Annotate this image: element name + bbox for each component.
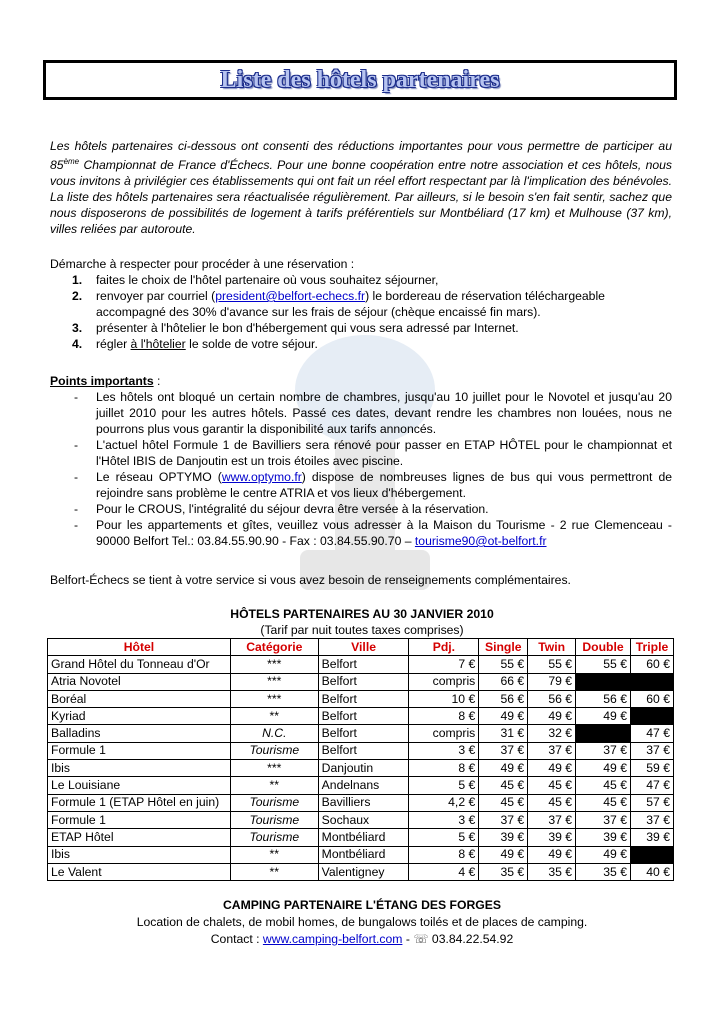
table-cell: Ibis — [48, 846, 231, 863]
table-cell: Belfort — [318, 708, 409, 725]
step-number: 1. — [72, 273, 83, 287]
table-cell: ETAP Hôtel — [48, 829, 231, 846]
important-points — [50, 373, 672, 549]
table-cell: 3 € — [409, 811, 479, 828]
camping-website-link[interactable]: www.camping-belfort.com — [262, 932, 403, 946]
tourisme-email-link[interactable]: tourisme90@ot-belfort.fr — [414, 534, 547, 548]
step-number: 4. — [72, 337, 83, 351]
camping-heading: CAMPING PARTENAIRE L'ÉTANG DES FORGES — [222, 898, 502, 912]
table-cell: 55 € — [528, 656, 576, 673]
table-cell: 37 € — [576, 811, 631, 828]
table-cell: 49 € — [576, 846, 631, 863]
table-cell: 45 € — [576, 794, 631, 811]
table-row — [48, 794, 674, 811]
table-row — [48, 829, 674, 846]
table-cell: 35 € — [479, 863, 528, 880]
table-row — [48, 673, 674, 690]
table-cell: Le Louisiane — [48, 777, 231, 794]
camping-section — [0, 897, 724, 948]
table-cell: Belfort — [318, 690, 409, 707]
table-cell: Tourisme — [230, 829, 318, 846]
table-cell: 56 € — [528, 690, 576, 707]
table-cell: 56 € — [479, 690, 528, 707]
contact-separator: - — [402, 932, 414, 946]
table-cell: 8 € — [409, 760, 479, 777]
column-header: Ville — [318, 639, 409, 656]
table-cell: Danjoutin — [318, 760, 409, 777]
table-cell: 49 € — [576, 760, 631, 777]
table-cell: 45 € — [528, 777, 576, 794]
table-cell: 59 € — [630, 760, 673, 777]
table-cell: Tourisme — [230, 742, 318, 759]
bullet-dash: - — [74, 518, 79, 532]
table-cell: Grand Hôtel du Tonneau d'Or — [48, 656, 231, 673]
steps-heading: Démarche à respecter pour procéder à une réservation : — [50, 257, 355, 271]
table-cell: 56 € — [576, 690, 631, 707]
step-item — [50, 336, 672, 352]
point-text: Le réseau OPTYMO ( — [96, 470, 222, 484]
table-cell: Montbéliard — [318, 846, 409, 863]
step-emphasis: à l'hôtelier — [130, 337, 186, 351]
table-cell: 35 € — [528, 863, 576, 880]
table-cell: 39 € — [630, 829, 673, 846]
table-row — [48, 863, 674, 880]
table-cell: 55 € — [576, 656, 631, 673]
column-header: Twin — [528, 639, 576, 656]
table-cell: Tourisme — [230, 811, 318, 828]
table-cell: Le Valent — [48, 863, 231, 880]
step-item — [50, 272, 672, 288]
camping-description: Location de chalets, de mobil homes, de bungalows toilés et de places de camping. — [136, 915, 588, 929]
table-cell: ** — [230, 863, 318, 880]
table-row — [48, 760, 674, 777]
camping-contact — [0, 931, 724, 948]
table-cell: 37 € — [479, 742, 528, 759]
table-cell — [630, 846, 673, 863]
point-text: L'actuel hôtel Formule 1 de Bavilliers sera rénové pour passer en ETAP HÔTEL pour le championnat et l'Hôtel IBIS de Danjoutin est un trois étoiles avec piscine. — [96, 438, 672, 468]
step-text: renvoyer par courriel ( — [96, 289, 216, 303]
step-item — [50, 288, 672, 320]
reservation-steps — [50, 256, 672, 352]
point-text: Les hôtels ont bloqué un certain nombre de chambres, jusqu'au 10 juillet pour le Novotel et jusqu'au 20 juillet 2010 pour les autres hôtels. Passé ces dates, devant rendre les chambres non louées, nous ne pourrons plus vous garantir la disponibilité aux tarifs annoncés. — [96, 390, 672, 436]
table-cell: Valentigney — [318, 863, 409, 880]
point-item — [50, 517, 672, 549]
table-cell: 55 € — [479, 656, 528, 673]
page-title: Liste des hôtels partenaires — [220, 67, 500, 93]
intro-text-start: Les hôtels partenaires ci-dessous ont consenti des réductions importantes pour vous permettre de participer au 85 — [50, 139, 672, 173]
contact-label: Contact : — [210, 932, 263, 946]
bullet-dash: - — [74, 470, 79, 484]
table-cell: 39 € — [479, 829, 528, 846]
table-cell: 45 € — [576, 777, 631, 794]
table-cell: compris — [409, 673, 479, 690]
table-cell: Formule 1 — [48, 811, 231, 828]
column-header: Triple — [630, 639, 673, 656]
column-header: Hôtel — [48, 639, 231, 656]
table-cell: 49 € — [479, 760, 528, 777]
step-text: régler — [96, 337, 131, 351]
table-cell: 49 € — [479, 846, 528, 863]
table-cell: Kyriad — [48, 708, 231, 725]
table-cell — [576, 725, 631, 742]
table-row — [48, 742, 674, 759]
table-row — [48, 811, 674, 828]
table-cell: 37 € — [528, 742, 576, 759]
table-row — [48, 846, 674, 863]
table-row — [48, 690, 674, 707]
table-cell: Belfort — [318, 725, 409, 742]
intro-paragraph — [50, 138, 672, 237]
table-cell: Ibis — [48, 760, 231, 777]
phone-icon: ☏ — [413, 932, 429, 946]
table-cell: Tourisme — [230, 794, 318, 811]
table-cell: 60 € — [630, 656, 673, 673]
table-cell: 49 € — [528, 760, 576, 777]
table-cell: 5 € — [409, 829, 479, 846]
table-cell: 31 € — [479, 725, 528, 742]
table-cell: Montbéliard — [318, 829, 409, 846]
table-cell: 4,2 € — [409, 794, 479, 811]
table-cell: ** — [230, 846, 318, 863]
table-cell: 32 € — [528, 725, 576, 742]
table-cell: 45 € — [528, 794, 576, 811]
table-cell: 47 € — [630, 777, 673, 794]
table-subtitle: (Tarif par nuit toutes taxes comprises) — [260, 623, 464, 637]
table-cell — [630, 673, 673, 690]
table-row — [48, 656, 674, 673]
table-cell: 37 € — [630, 811, 673, 828]
point-text: ) dispose de nombreuses lignes de bus qui vous permettront de rejoindre sans problème le centre ATRIA et vos lieux d'hébergement. — [96, 470, 672, 500]
table-cell: *** — [230, 656, 318, 673]
point-item — [50, 389, 672, 437]
table-cell: compris — [409, 725, 479, 742]
table-title: HÔTELS PARTENAIRES AU 30 JANVIER 2010 — [230, 607, 494, 621]
table-cell: Bavilliers — [318, 794, 409, 811]
table-cell: Belfort — [318, 742, 409, 759]
table-cell: ** — [230, 777, 318, 794]
table-cell: 39 € — [528, 829, 576, 846]
table-cell: 49 € — [576, 708, 631, 725]
point-item — [50, 501, 672, 517]
step-text: faites le choix de l'hôtel partenaire où vous souhaitez séjourner, — [96, 273, 439, 287]
table-cell: 8 € — [409, 708, 479, 725]
table-cell: 3 € — [409, 742, 479, 759]
table-cell: 5 € — [409, 777, 479, 794]
camping-phone: 03.84.22.54.92 — [428, 932, 514, 946]
table-cell: 45 € — [479, 794, 528, 811]
table-cell: 45 € — [479, 777, 528, 794]
table-header-row — [48, 639, 674, 656]
bullet-dash: - — [74, 438, 79, 452]
table-cell: Balladins — [48, 725, 231, 742]
table-cell: 37 € — [479, 811, 528, 828]
table-cell: Boréal — [48, 690, 231, 707]
table-cell: 60 € — [630, 690, 673, 707]
service-note: Belfort-Échecs se tient à votre service si vous avez besoin de renseignements complémentaires. — [50, 573, 571, 587]
point-item — [50, 469, 672, 501]
column-header: Double — [576, 639, 631, 656]
table-cell: 79 € — [528, 673, 576, 690]
table-cell: 49 € — [479, 708, 528, 725]
table-cell: 35 € — [576, 863, 631, 880]
table-row — [48, 725, 674, 742]
table-cell: 40 € — [630, 863, 673, 880]
table-cell: 7 € — [409, 656, 479, 673]
table-row — [48, 777, 674, 794]
table-cell: *** — [230, 690, 318, 707]
table-cell: Atria Novotel — [48, 673, 231, 690]
step-number: 2. — [72, 289, 83, 303]
title-box — [43, 60, 677, 100]
bullet-dash: - — [74, 502, 79, 516]
step-number: 3. — [72, 321, 83, 335]
table-cell: 49 € — [528, 708, 576, 725]
table-cell: Sochaux — [318, 811, 409, 828]
table-cell: 37 € — [528, 811, 576, 828]
step-item — [50, 320, 672, 336]
table-cell: ** — [230, 708, 318, 725]
point-text: Pour le CROUS, l'intégralité du séjour devra être versée à la réservation. — [96, 502, 489, 516]
step-text: ) le bordereau de réservation téléchargeable accompagné des 30% d'avance sur les frais de séjour (chèque encaissé fin mars). — [96, 289, 605, 319]
table-cell: 4 € — [409, 863, 479, 880]
table-cell: Belfort — [318, 656, 409, 673]
table-cell: 66 € — [479, 673, 528, 690]
table-cell: 49 € — [528, 846, 576, 863]
intro-superscript: ème — [63, 157, 80, 166]
points-heading-suffix: : — [153, 374, 161, 388]
point-item — [50, 437, 672, 469]
table-cell: Formule 1 — [48, 742, 231, 759]
bullet-dash: - — [74, 390, 79, 404]
table-cell: Formule 1 (ETAP Hôtel en juin) — [48, 794, 231, 811]
table-cell: 37 € — [630, 742, 673, 759]
table-cell — [576, 673, 631, 690]
table-row — [48, 708, 674, 725]
column-header: Pdj. — [409, 639, 479, 656]
hotels-table — [47, 638, 674, 881]
intro-text-end: Championnat de France d'Échecs. Pour une bonne coopération entre notre association et ces hôtels, nous vous invitons à privilégier ces établissements qui ont fait un réel effort respectant par là l'implication des bénévoles. La liste des hôtels partenaires sera réactualisée régulièrement. Par ailleurs, si le besoin s'en fait sentir, sachez que nous disposerons de possibilités de logement à tarifs préférentiels sur Montbéliard (17 km) et Mulhouse (37 km), villes reliées par autoroute. — [50, 158, 672, 237]
column-header: Single — [479, 639, 528, 656]
president-email-link[interactable]: president@belfort-echecs.fr — [215, 289, 366, 303]
optymo-link[interactable]: www.optymo.fr — [221, 470, 302, 484]
table-cell: N.C. — [230, 725, 318, 742]
points-heading: Points importants — [50, 374, 154, 388]
table-cell: Andelnans — [318, 777, 409, 794]
step-text: le solde de votre séjour. — [185, 337, 318, 351]
point-text: Pour les appartements et gîtes, veuillez vous adresser à la Maison du Tourisme - 2 rue Clemenceau - 90000 Belfort Tel.: 03.84.55.90.90 - Fax : 03.84.55.90.70 – — [96, 518, 672, 548]
table-cell: 57 € — [630, 794, 673, 811]
step-text: présenter à l'hôtelier le bon d'hébergement qui vous sera adressé par Internet. — [96, 321, 519, 335]
table-cell — [630, 708, 673, 725]
table-cell: 8 € — [409, 846, 479, 863]
table-cell: Belfort — [318, 673, 409, 690]
table-cell: 47 € — [630, 725, 673, 742]
table-cell: 39 € — [576, 829, 631, 846]
table-cell: 10 € — [409, 690, 479, 707]
table-cell: 37 € — [576, 742, 631, 759]
column-header: Catégorie — [230, 639, 318, 656]
table-cell: *** — [230, 673, 318, 690]
table-cell: *** — [230, 760, 318, 777]
